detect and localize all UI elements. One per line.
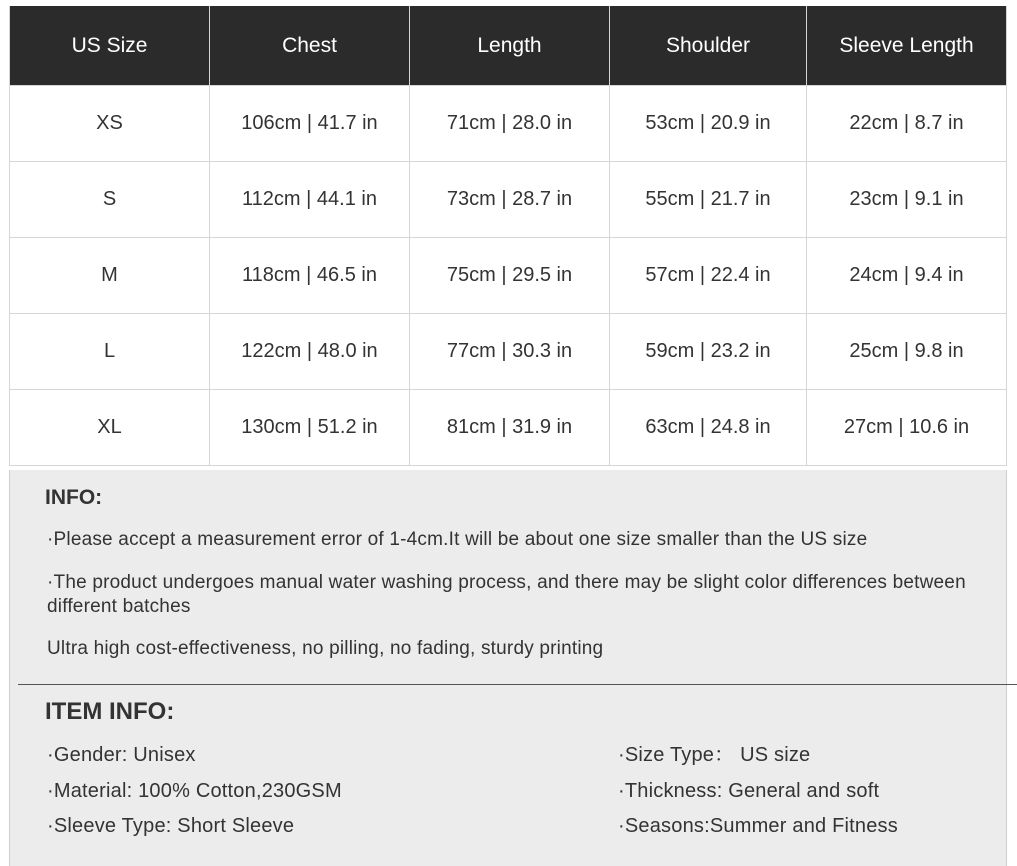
table-row <box>10 390 1007 466</box>
section-divider <box>18 684 1017 685</box>
attr-size-type: ·Size Type： US size <box>618 744 811 766</box>
attr-thickness: ·Thickness: General and soft <box>618 780 880 802</box>
cell-sleeve-length: 27cm | 10.6 in <box>807 390 1007 466</box>
cell-sleeve-length: 24cm | 9.4 in <box>807 238 1007 314</box>
header-shoulder: Shoulder <box>610 6 807 86</box>
cell-size: S <box>10 162 210 238</box>
header-chest: Chest <box>210 6 410 86</box>
table-header-row <box>10 6 1007 86</box>
cell-size: M <box>10 238 210 314</box>
cell-chest: 130cm | 51.2 in <box>210 390 410 466</box>
size-chart-table <box>9 6 1007 466</box>
cell-length: 71cm | 28.0 in <box>410 86 610 162</box>
cell-chest: 118cm | 46.5 in <box>210 238 410 314</box>
attr-sleeve-type: ·Sleeve Type: Short Sleeve <box>47 815 295 837</box>
cell-length: 81cm | 31.9 in <box>410 390 610 466</box>
cell-shoulder: 63cm | 24.8 in <box>610 390 807 466</box>
info-panel <box>9 470 1007 866</box>
info-line-cost-effectiveness: Ultra high cost-effectiveness, no pilling, no fading, sturdy printing <box>47 638 604 659</box>
cell-shoulder: 57cm | 22.4 in <box>610 238 807 314</box>
cell-size: L <box>10 314 210 390</box>
cell-shoulder: 53cm | 20.9 in <box>610 86 807 162</box>
info-line-measurement-error: ·Please accept a measurement error of 1-4cm.It will be about one size smaller than the US size <box>47 529 868 550</box>
cell-shoulder: 59cm | 23.2 in <box>610 314 807 390</box>
header-us-size: US Size <box>10 6 210 86</box>
attr-material: ·Material: 100% Cotton,230GSM <box>47 780 342 802</box>
info-line-washing-process: ·The product undergoes manual water washing process, and there may be slight color differences between different batches <box>47 572 966 617</box>
cell-chest: 106cm | 41.7 in <box>210 86 410 162</box>
cell-shoulder: 55cm | 21.7 in <box>610 162 807 238</box>
header-length: Length <box>410 6 610 86</box>
table-row <box>10 314 1007 390</box>
table-row <box>10 162 1007 238</box>
cell-chest: 122cm | 48.0 in <box>210 314 410 390</box>
cell-chest: 112cm | 44.1 in <box>210 162 410 238</box>
cell-length: 75cm | 29.5 in <box>410 238 610 314</box>
cell-length: 77cm | 30.3 in <box>410 314 610 390</box>
attr-seasons: ·Seasons:Summer and Fitness <box>618 815 898 837</box>
cell-length: 73cm | 28.7 in <box>410 162 610 238</box>
header-sleeve-length: Sleeve Length <box>807 6 1007 86</box>
cell-size: XS <box>10 86 210 162</box>
cell-sleeve-length: 25cm | 9.8 in <box>807 314 1007 390</box>
cell-sleeve-length: 23cm | 9.1 in <box>807 162 1007 238</box>
info-title: INFO: <box>45 486 103 509</box>
attr-gender: ·Gender: Unisex <box>47 744 196 766</box>
table-row <box>10 86 1007 162</box>
item-info-title: ITEM INFO: <box>45 698 175 725</box>
cell-sleeve-length: 22cm | 8.7 in <box>807 86 1007 162</box>
cell-size: XL <box>10 390 210 466</box>
table-row <box>10 238 1007 314</box>
